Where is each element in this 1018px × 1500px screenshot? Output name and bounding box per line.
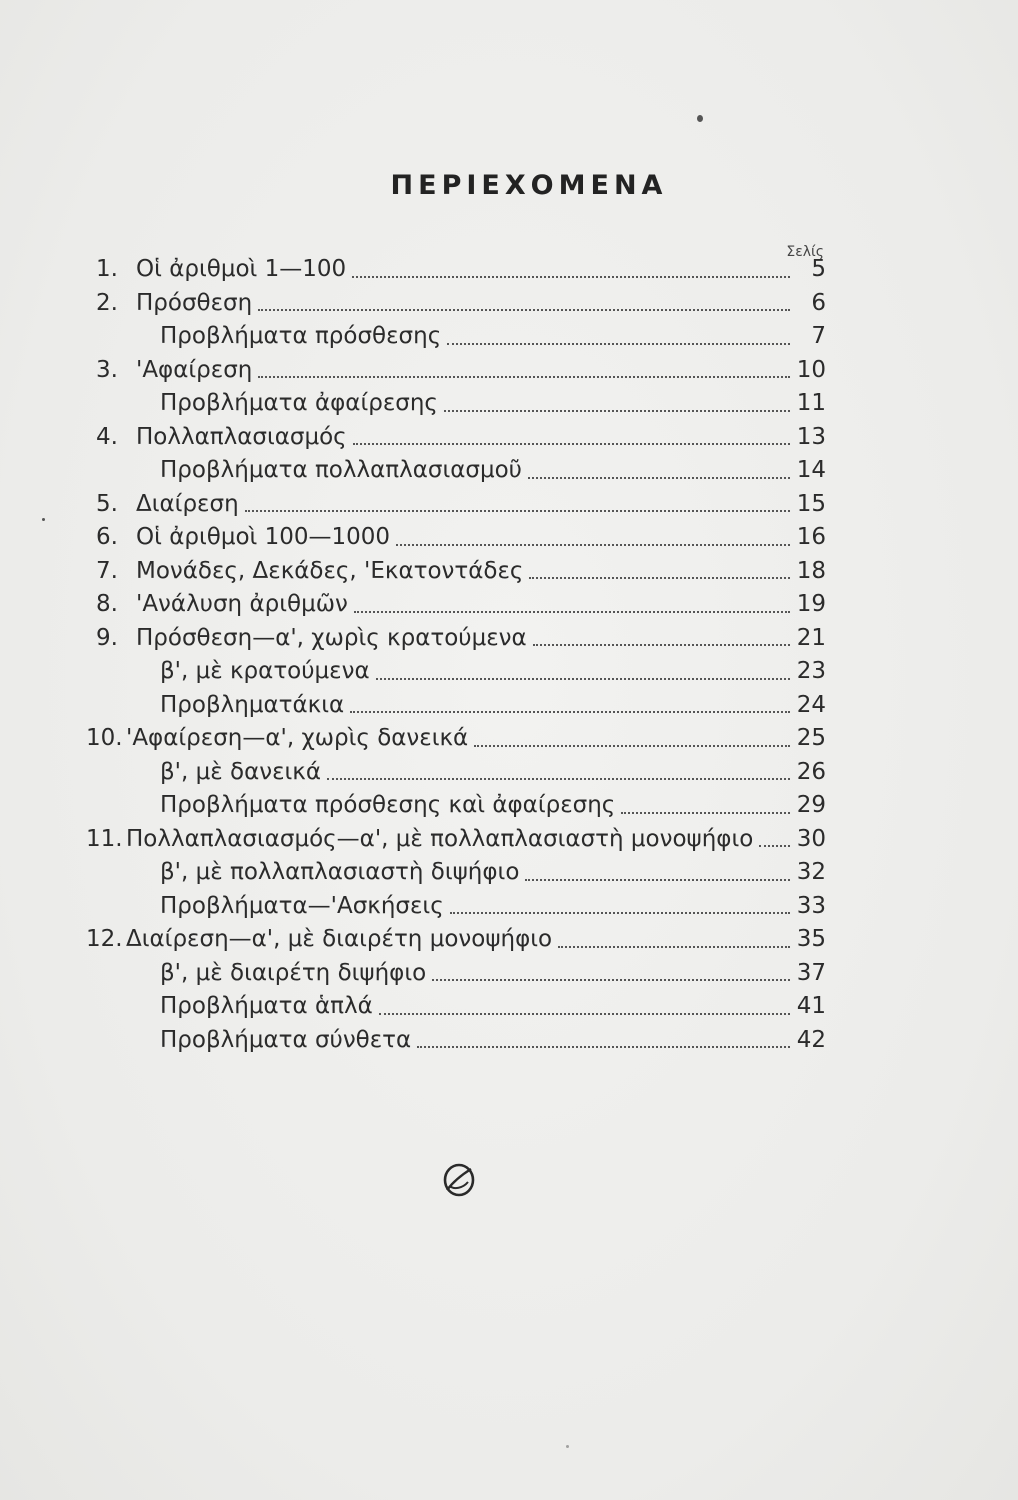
page-title: ΠΕΡΙΕΧΟΜΕΝΑ bbox=[390, 170, 668, 201]
toc-entry bbox=[96, 320, 826, 354]
toc-entry-page: 30 bbox=[796, 825, 826, 852]
toc-entry-label: Πολλαπλασιασμός—α', μὲ πολλαπλασιαστὴ μονοψήφιο bbox=[126, 825, 754, 852]
dot-leader bbox=[258, 287, 790, 321]
ink-speck bbox=[697, 115, 703, 122]
toc-entry-number: 3. bbox=[96, 356, 118, 383]
toc-entry-page: 35 bbox=[796, 926, 826, 952]
toc-entry-number: 12. bbox=[86, 926, 123, 952]
dot-leader bbox=[759, 823, 790, 857]
toc-entry-label: Διαίρεση—α', μὲ διαιρέτη μονοψήφιο bbox=[126, 926, 553, 952]
toc-entry bbox=[96, 856, 826, 890]
dot-leader bbox=[529, 555, 790, 589]
toc-entry-page: 23 bbox=[796, 658, 826, 684]
toc-entry-page: 41 bbox=[796, 993, 826, 1019]
toc-entry-label: Προβλήματα σύνθετα bbox=[160, 1026, 412, 1053]
toc-entry-page: 14 bbox=[796, 457, 826, 483]
toc-entry-number: 1. bbox=[96, 256, 118, 282]
toc-entry-page: 13 bbox=[796, 423, 826, 450]
toc-entry bbox=[96, 287, 826, 321]
toc-entry-label: Προβλήματα πρόσθεσης bbox=[160, 323, 442, 349]
table-of-contents bbox=[86, 253, 826, 1057]
publisher-mark-icon bbox=[441, 1160, 477, 1200]
toc-entry-label: 'Αφαίρεση—α', χωρὶς δανεικά bbox=[126, 725, 469, 751]
toc-entry bbox=[96, 1024, 826, 1058]
dot-leader bbox=[621, 789, 790, 823]
toc-entry-label: Μονάδες, Δεκάδες, 'Εκατοντάδες bbox=[136, 557, 524, 584]
dot-leader bbox=[350, 689, 790, 723]
pages-column-label: Σελίς bbox=[786, 244, 824, 260]
toc-entry bbox=[96, 756, 826, 790]
toc-entry-label: Προβλήματα πολλαπλασιασμοῦ bbox=[160, 457, 522, 483]
toc-entry-page: 11 bbox=[796, 390, 826, 416]
ink-speck bbox=[566, 1445, 569, 1448]
toc-entry-number: 5. bbox=[96, 490, 118, 517]
toc-entry-page: 7 bbox=[811, 323, 826, 349]
dot-leader bbox=[327, 756, 790, 790]
toc-entry-number: 4. bbox=[96, 423, 118, 450]
toc-entry bbox=[96, 488, 826, 522]
toc-entry-label: Πρόσθεση—α', χωρὶς κρατούμενα bbox=[136, 624, 527, 651]
toc-entry-page: 29 bbox=[796, 792, 826, 818]
toc-entry-label: Διαίρεση bbox=[136, 490, 239, 517]
dot-leader bbox=[533, 622, 790, 656]
toc-entry bbox=[96, 622, 826, 656]
toc-entry bbox=[86, 923, 826, 957]
toc-entry bbox=[96, 588, 826, 622]
dot-leader bbox=[474, 722, 790, 756]
toc-entry-label: 'Ανάλυση ἀριθμῶν bbox=[136, 591, 348, 617]
toc-entry-page: 15 bbox=[796, 490, 826, 517]
toc-entry bbox=[96, 655, 826, 689]
dot-leader bbox=[444, 387, 790, 421]
toc-entry-label: 'Αφαίρεση bbox=[136, 356, 253, 383]
toc-entry-number: 9. bbox=[96, 624, 118, 651]
toc-entry-number: 2. bbox=[96, 289, 118, 316]
dot-leader bbox=[354, 588, 790, 622]
toc-entry-number: 10. bbox=[86, 725, 123, 751]
toc-entry-label: Πρόσθεση bbox=[136, 289, 253, 316]
toc-entry-page: 10 bbox=[796, 356, 826, 383]
toc-entry-number: 8. bbox=[96, 591, 118, 617]
toc-entry-label: Οἱ ἀριθμοὶ 1—100 bbox=[136, 256, 347, 282]
toc-entry bbox=[96, 521, 826, 555]
toc-entry bbox=[96, 555, 826, 589]
toc-entry-page: 21 bbox=[796, 624, 826, 651]
toc-entry-label: Προβλήματα ἀφαίρεσης bbox=[160, 390, 438, 416]
toc-entry-page: 19 bbox=[796, 591, 826, 617]
toc-entry bbox=[96, 789, 826, 823]
dot-leader bbox=[353, 421, 790, 455]
dot-leader bbox=[258, 354, 790, 388]
dot-leader bbox=[432, 957, 790, 991]
toc-entry-number: 6. bbox=[96, 524, 118, 550]
dot-leader bbox=[528, 454, 790, 488]
toc-entry-page: 26 bbox=[796, 758, 826, 785]
toc-entry-page: 32 bbox=[796, 859, 826, 885]
toc-entry-label: Προβλήματα—'Ασκήσεις bbox=[160, 892, 444, 919]
toc-entry bbox=[96, 354, 826, 388]
dot-leader bbox=[352, 253, 790, 287]
toc-entry bbox=[86, 722, 826, 756]
toc-entry-page: 18 bbox=[796, 557, 826, 584]
toc-entry-label: β', μὲ διαιρέτη διψήφιο bbox=[160, 959, 427, 986]
toc-entry bbox=[96, 890, 826, 924]
toc-entry-page: 24 bbox=[796, 691, 826, 718]
toc-entry-label: Προβλήματα πρόσθεσης καὶ ἀφαίρεσης bbox=[160, 792, 616, 818]
toc-entry-page: 42 bbox=[796, 1026, 826, 1053]
toc-entry bbox=[96, 253, 826, 287]
dot-leader bbox=[396, 521, 790, 555]
toc-entry bbox=[86, 823, 826, 857]
toc-entry-page: 5 bbox=[811, 256, 826, 282]
toc-entry-label: Προβληματάκια bbox=[160, 691, 345, 718]
toc-entry-label: Οἱ ἀριθμοὶ 100—1000 bbox=[136, 524, 391, 550]
toc-entry-page: 16 bbox=[796, 524, 826, 550]
dot-leader bbox=[447, 320, 790, 354]
toc-entry bbox=[96, 454, 826, 488]
toc-entry-page: 6 bbox=[811, 289, 826, 316]
toc-entry bbox=[96, 689, 826, 723]
dot-leader bbox=[417, 1024, 790, 1058]
toc-entry-label: β', μὲ κρατούμενα bbox=[160, 658, 370, 684]
dot-leader bbox=[525, 856, 790, 890]
dot-leader bbox=[558, 923, 790, 957]
toc-entry-label: β', μὲ δανεικά bbox=[160, 758, 322, 785]
toc-entry-number: 7. bbox=[96, 557, 118, 584]
toc-entry bbox=[96, 990, 826, 1024]
dot-leader bbox=[379, 990, 790, 1024]
toc-entry-label: Πολλαπλασιασμός bbox=[136, 423, 347, 450]
dot-leader bbox=[450, 890, 790, 924]
toc-entry bbox=[96, 957, 826, 991]
toc-entry-page: 37 bbox=[796, 959, 826, 986]
toc-entry-label: Προβλήματα ἁπλά bbox=[160, 993, 373, 1019]
dot-leader bbox=[245, 488, 790, 522]
toc-entry-page: 25 bbox=[796, 725, 826, 751]
toc-entry-page: 33 bbox=[796, 892, 826, 919]
toc-entry bbox=[96, 387, 826, 421]
toc-entry bbox=[96, 421, 826, 455]
toc-entry-number: 11. bbox=[86, 825, 123, 852]
toc-entry-label: β', μὲ πολλαπλασιαστὴ διψήφιο bbox=[160, 859, 520, 885]
ink-speck bbox=[42, 518, 45, 521]
dot-leader bbox=[376, 655, 790, 689]
